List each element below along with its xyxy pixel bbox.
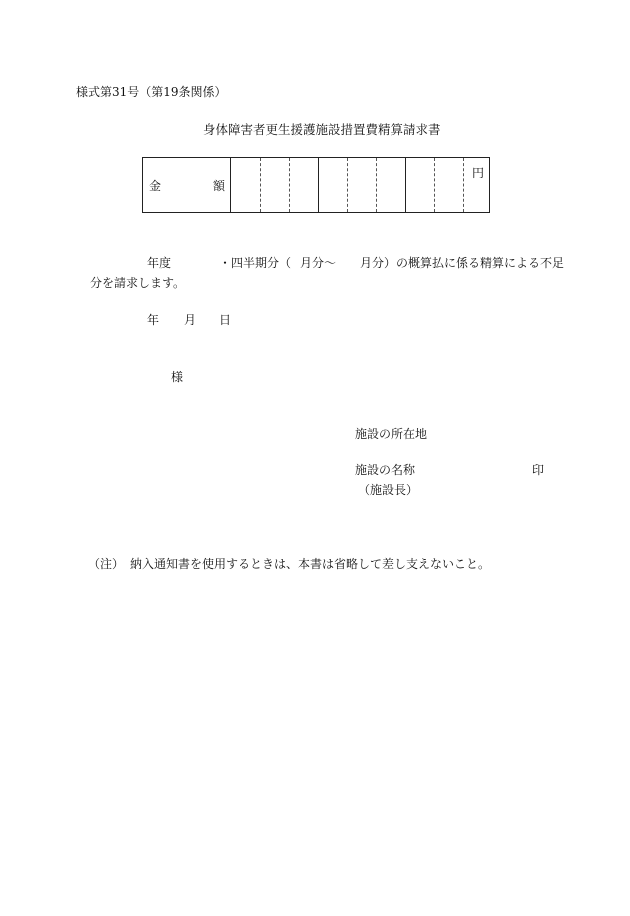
facility-head-label: （施設長） xyxy=(358,483,419,497)
digit-divider xyxy=(318,158,319,212)
facility-name-label: 施設の名称 xyxy=(355,463,416,477)
seal-mark: 印 xyxy=(532,463,545,477)
body-nendo: 年度 xyxy=(147,256,172,270)
amount-label-right: 額 xyxy=(213,179,226,193)
form-number: 様式第31号（第19条関係） xyxy=(76,85,227,99)
addressee-suffix: 様 xyxy=(171,370,184,384)
date-month: 月 xyxy=(184,313,197,327)
body-line2: 分を請求します。 xyxy=(90,276,186,290)
yen-unit: 円 xyxy=(472,166,485,180)
digit-divider xyxy=(260,158,261,212)
digit-divider xyxy=(347,158,348,212)
amount-box xyxy=(142,157,490,213)
digit-divider xyxy=(463,158,464,212)
digit-divider xyxy=(289,158,290,212)
date-year: 年 xyxy=(147,313,160,327)
body-quarter: ・四半期分（ xyxy=(219,256,292,270)
document-title: 身体障害者更生援護施設措置費精算請求書 xyxy=(203,122,441,137)
footnote: （注） 納入通知書を使用するときは、本書は省略して差し支えないこと。 xyxy=(88,557,491,571)
amount-label-left: 金 xyxy=(149,179,162,193)
body-month-to: 月分）の概算払に係る精算による不足 xyxy=(360,256,565,270)
digit-divider xyxy=(376,158,377,212)
digit-divider xyxy=(434,158,435,212)
amount-label-cell xyxy=(143,158,231,212)
body-month-from: 月分～ xyxy=(300,256,337,270)
digit-divider xyxy=(405,158,406,212)
facility-address-label: 施設の所在地 xyxy=(355,427,428,441)
date-day: 日 xyxy=(219,313,232,327)
